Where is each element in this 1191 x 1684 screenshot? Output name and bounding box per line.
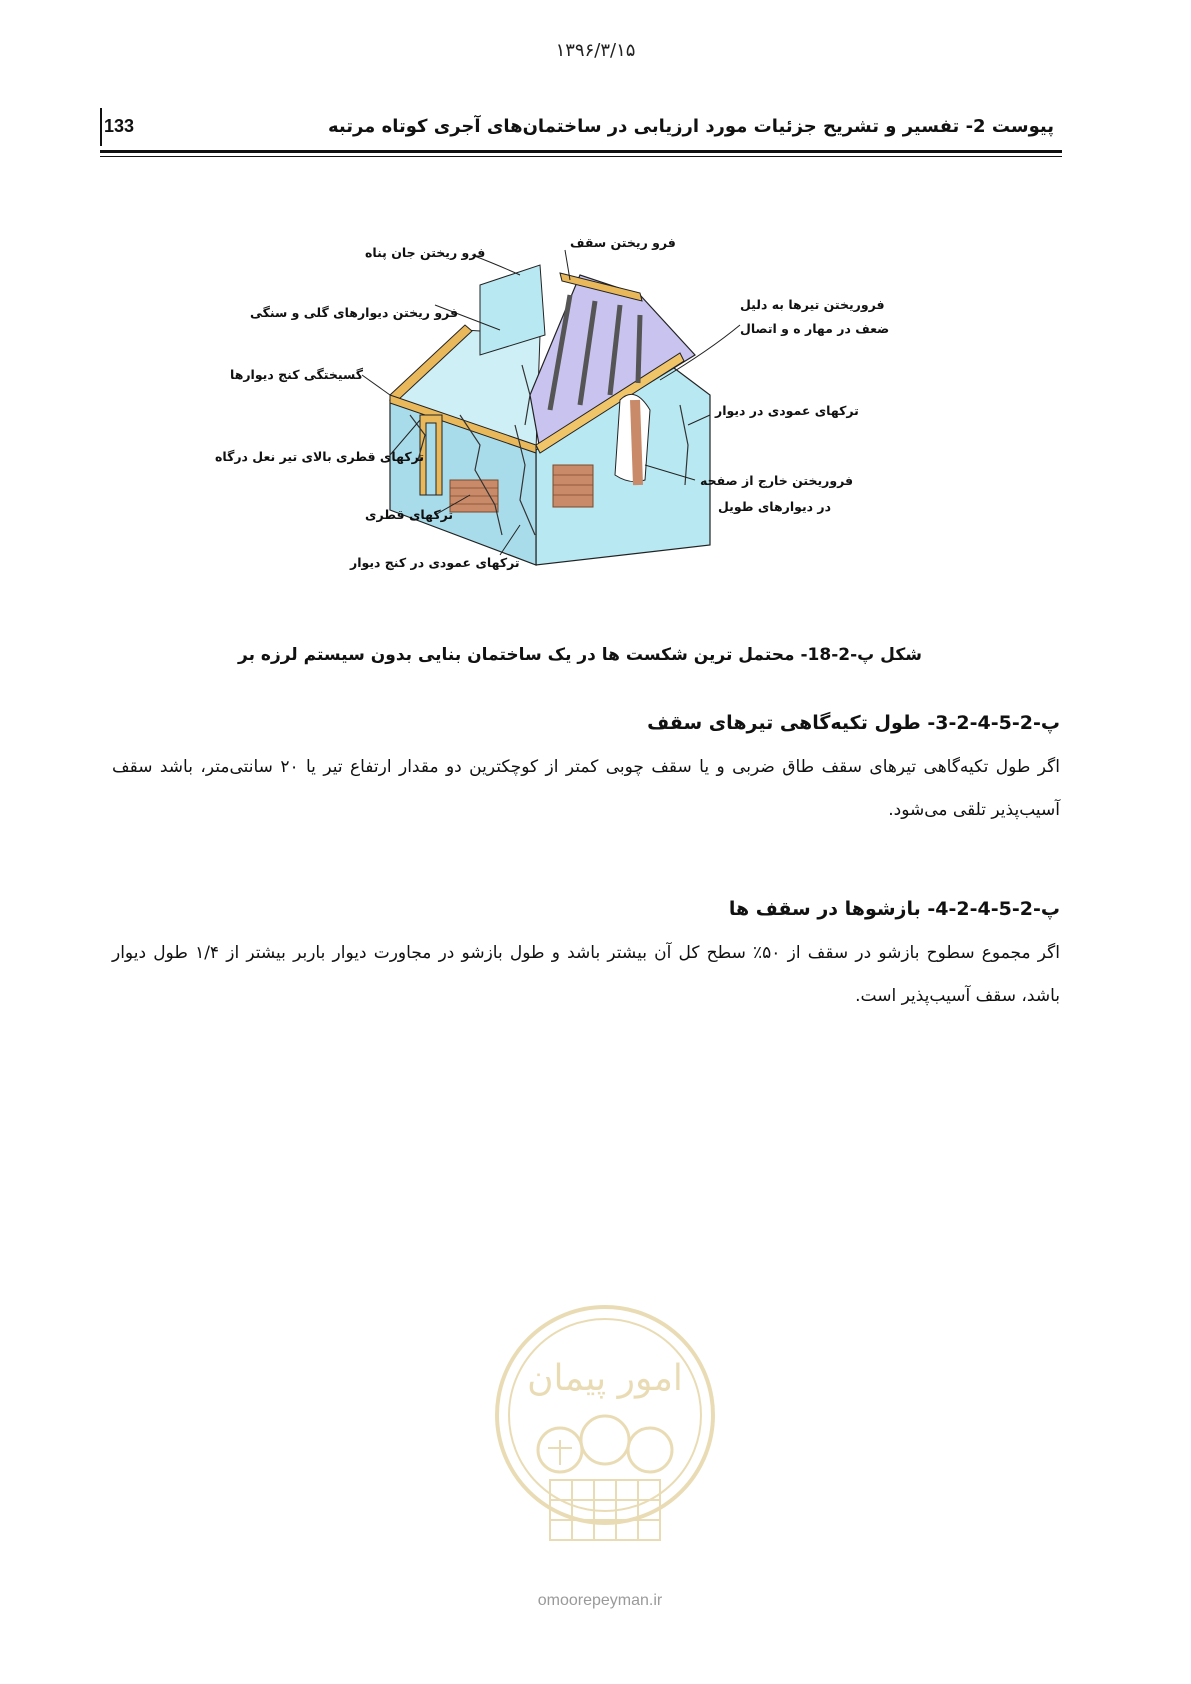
label-corner-separation: گسیختگی کنج دیوارها — [230, 367, 363, 382]
label-parapet-collapse: فرو ریختن جان پناه — [365, 245, 486, 260]
header-rule-thick — [100, 150, 1062, 153]
section-heading: پ-2-5-4-2-3- طول تکیه‌گاهی تیرهای سقف — [647, 712, 1060, 734]
watermark-logo — [490, 1300, 720, 1590]
page-header — [100, 102, 1062, 150]
header-rule-thin — [100, 156, 1062, 157]
gear-icon — [538, 1416, 672, 1472]
label-out-of-plane-1: فروریختن خارج از صفحه — [700, 473, 854, 488]
label-mud-walls-collapse: فرو ریختن دیوارهای گلی و سنگی — [250, 305, 459, 320]
header-divider — [100, 108, 102, 146]
label-vertical-cracks-wall: ترکهای عمودی در دیوار — [715, 403, 859, 418]
figure-caption: شکل پ-2-18- محتمل ترین شکست ها در یک ساختمان بنایی بدون سیستم لرزه بر — [238, 645, 922, 665]
section-body: اگر مجموع سطوح بازشو در سقف از ۵۰٪ سطح کل آن بیشتر باشد و طول بازشو در مجاورت دیوار باربر بیشتر از ۱/۴ طول دیوار باشد، سقف آسیب‌پذیر است. — [112, 943, 1061, 1006]
label-lintel-cracks: ترکهای قطری بالای تیر نعل درگاه — [215, 449, 425, 464]
section-heading: پ-2-5-4-2-4- بازشوها در سقف ها — [728, 898, 1060, 920]
scales-of-justice-icon — [548, 1440, 572, 1465]
page-number: 133 — [104, 116, 135, 136]
label-roof-collapse: فرو ریختن سقف — [570, 235, 676, 250]
label-beams-collapse-1: فروریختن تیرها به دلیل — [740, 297, 885, 312]
watermark-site: omoorepeyman.ir — [537, 1592, 663, 1609]
section-roof-openings — [112, 898, 1060, 1018]
label-diagonal-cracks: ترکهای قطری — [365, 507, 454, 522]
label-out-of-plane-2: در دیوارهای طویل — [718, 499, 832, 514]
label-corner-vertical-cracks: ترکهای عمودی در کنج دیوار — [350, 555, 520, 570]
page-date: ۱۳۹۶/۳/۱۵ — [555, 40, 636, 61]
building-illustration — [240, 235, 920, 630]
label-beams-collapse-2: ضعف در مهار ه و اتصال — [740, 321, 890, 336]
damage-figure — [215, 235, 920, 630]
section-beam-support-length — [112, 712, 1060, 832]
header-title: پیوست 2- تفسیر و تشریح جزئیات مورد ارزیابی در ساختمان‌های آجری کوتاه مرتبه — [327, 116, 1054, 137]
section-body: اگر طول تکیه‌گاهی تیرهای سقف طاق ضربی و یا سقف چوبی کمتر از کوچکترین دو مقدار ارتفاع تیر یا ۲۰ سانتی‌متر، باشد سقف آسیب‌پذیر تلقی می‌شود. — [112, 757, 1060, 820]
svg-text:امور پیمان: امور پیمان — [527, 1358, 683, 1399]
